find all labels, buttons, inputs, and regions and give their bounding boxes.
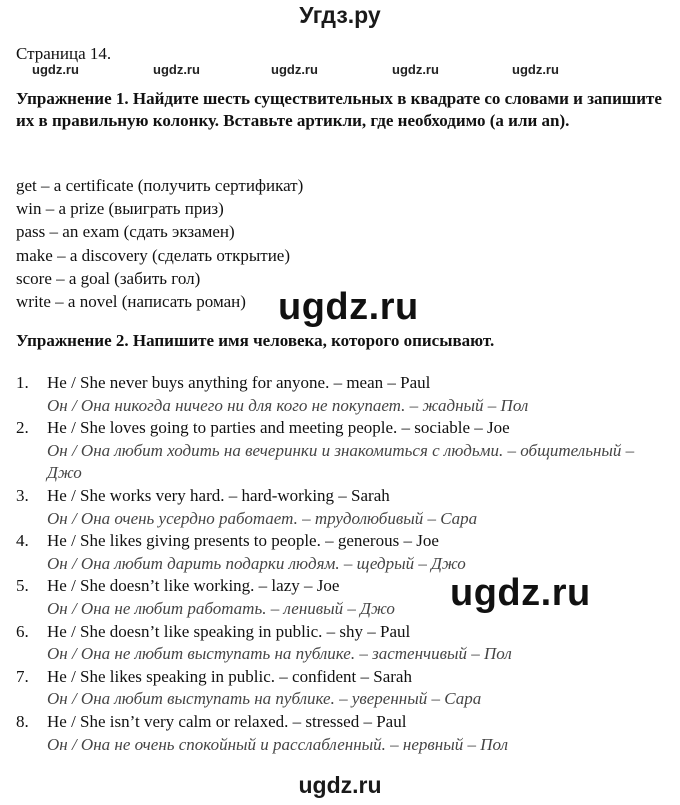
item-translation: Он / Она любит ходить на вечеринки и знакомиться с людьми. – общительный – Джо bbox=[47, 440, 635, 483]
item-translation: Он / Она не очень спокойный и расслабленный. – нервный – Пол bbox=[47, 734, 508, 754]
watermark-large: ugdz.ru bbox=[450, 572, 591, 614]
list-item: write – a novel (написать роман) bbox=[16, 292, 246, 312]
item-english: He / She doesn’t like working. – lazy – Joe bbox=[47, 576, 340, 596]
item-number: 2. bbox=[16, 418, 29, 438]
item-translation: Он / Она не любит работать. – ленивый – Джо bbox=[47, 598, 395, 618]
watermark-small: ugdz.ru bbox=[153, 62, 200, 77]
item-number: 7. bbox=[16, 666, 29, 686]
item-number: 5. bbox=[16, 576, 29, 596]
list-item: score – a goal (забить гол) bbox=[16, 268, 201, 288]
item-number: 1. bbox=[16, 373, 29, 392]
list-item bbox=[16, 711, 666, 756]
item-translation: Он / Она любит выступать на публике. – уверенный – Сара bbox=[47, 689, 482, 709]
list-item: get – a certificate (получить сертификат) bbox=[16, 176, 304, 195]
item-translation: Он / Она любит дарить подарки людям. – щедрый – Джо bbox=[47, 553, 466, 573]
watermark-small: ugdz.ru bbox=[512, 62, 559, 77]
list-item: make – a discovery (сделать открытие) bbox=[16, 245, 290, 265]
item-translation: Он / Она не любит выступать на публике. – застенчивый – Пол bbox=[47, 644, 512, 664]
item-number: 8. bbox=[16, 711, 29, 731]
watermark-large: ugdz.ru bbox=[278, 286, 419, 328]
item-number: 6. bbox=[16, 621, 29, 641]
item-english: He / She likes speaking in public. – confident – Sarah bbox=[47, 666, 412, 686]
item-english: He / She isn’t very calm or relaxed. – stressed – Paul bbox=[47, 711, 407, 731]
site-title: Угдз.ру bbox=[299, 2, 381, 28]
item-english: He / She doesn’t like speaking in public. – shy – Paul bbox=[47, 621, 411, 641]
item-translation: Он / Она никогда ничего ни для кого не покупает. – жадный – Пол bbox=[47, 395, 529, 415]
watermark-footer: ugdz.ru bbox=[298, 772, 382, 798]
item-english: He / She loves going to parties and meeting people. – sociable – Joe bbox=[47, 418, 510, 438]
watermark-small: ugdz.ru bbox=[392, 62, 439, 77]
exercise-2-list bbox=[16, 372, 666, 756]
list-item bbox=[16, 485, 666, 530]
item-translation: Он / Она очень усердно работает. – трудолюбивый – Сара bbox=[47, 508, 478, 528]
item-english: He / She likes giving presents to people. – generous – Joe bbox=[47, 531, 439, 551]
item-english: He / She works very hard. – hard-working – Sarah bbox=[47, 485, 390, 505]
list-item: win – a prize (выиграть приз) bbox=[16, 199, 224, 219]
phrase-list bbox=[16, 174, 303, 313]
exercise-1-heading: Упражнение 1. Найдите шесть существительных в квадрате со словами и запишите их в правильную колонку. Вставьте артикли, где необходимо (a или an). bbox=[16, 89, 662, 130]
exercise-2-heading: Упражнение 2. Напишите имя человека, которого описывают. bbox=[16, 331, 495, 350]
list-item bbox=[16, 621, 666, 666]
list-item bbox=[16, 666, 666, 711]
list-item: pass – an exam (сдать экзамен) bbox=[16, 222, 235, 242]
watermark-small: ugdz.ru bbox=[32, 62, 79, 77]
list-item bbox=[16, 372, 666, 417]
list-item bbox=[16, 417, 666, 485]
item-number: 3. bbox=[16, 485, 29, 505]
page-label: Страница 14. bbox=[16, 44, 112, 63]
watermark-row bbox=[0, 62, 680, 82]
list-item bbox=[16, 530, 666, 575]
watermark-small: ugdz.ru bbox=[271, 62, 318, 77]
item-english: He / She never buys anything for anyone. – mean – Paul bbox=[47, 373, 431, 392]
item-number: 4. bbox=[16, 531, 29, 551]
